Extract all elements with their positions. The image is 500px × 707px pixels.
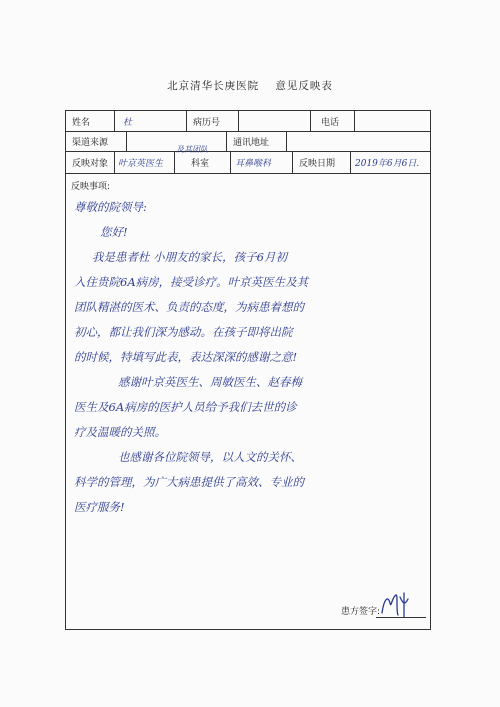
record-label: 病历号: [186, 111, 238, 131]
feedback-label: 反映事项:: [71, 182, 111, 192]
feedback-line: 我是患者杜 小朋友的家长，孩子6月初: [92, 250, 287, 264]
target-field[interactable]: [114, 152, 174, 173]
address-field[interactable]: [286, 132, 432, 151]
feedback-line: 入住贵院6A病房，接受诊疗。叶京英医生及其: [74, 275, 309, 289]
address-label: 通讯地址: [226, 132, 286, 151]
target-label: 反映对象: [72, 159, 109, 169]
date-label: 反映日期: [292, 152, 350, 173]
signature-label: 患方签字:: [340, 607, 380, 617]
feedback-line: 您好!: [100, 225, 128, 239]
target-value: 叶京英医生: [118, 159, 164, 169]
dept-label: 科室: [174, 152, 230, 173]
form-title: [0, 78, 500, 93]
date-value: 2019年6月6日.: [355, 159, 420, 169]
hospital-name: 北京清华长庚医院: [167, 80, 260, 92]
feedback-body[interactable]: [74, 195, 428, 520]
phone-field[interactable]: [354, 111, 432, 131]
form-title-text: 意见反映表: [275, 80, 333, 92]
feedback-line: 医疗服务!: [74, 500, 125, 514]
signature-mark[interactable]: [376, 589, 416, 619]
feedback-line: 感谢叶京英医生、周敏医生、赵春梅: [118, 375, 302, 389]
feedback-line: 科学的管理，为广大病患提供了高效、专业的: [74, 475, 304, 489]
dept-value: 耳鼻喉科: [235, 159, 272, 169]
feedback-line: 疗及温暖的关照。: [74, 425, 166, 439]
feedback-line: 团队精湛的医术、负责的态度，为病患着想的: [74, 300, 304, 314]
phone-label: 电话: [310, 111, 354, 131]
source-label: 渠道来源: [72, 138, 109, 148]
record-field[interactable]: [238, 111, 310, 131]
feedback-line: 医生及6A病房的医护人员给予我们去世的诊: [74, 400, 297, 414]
date-field[interactable]: [350, 152, 432, 173]
dept-field[interactable]: [230, 152, 292, 173]
row-source: [66, 132, 430, 152]
name-field[interactable]: [114, 111, 186, 131]
feedback-line: 也感谢各位院领导，以人文的关怀、: [118, 450, 302, 464]
name-value: 杜: [123, 117, 133, 128]
feedback-line: 的时候，特填写此表，表达深深的感谢之意!: [74, 350, 298, 364]
signature-line: [376, 617, 426, 618]
feedback-form: [65, 110, 431, 630]
row-name: [66, 111, 430, 132]
row-target: [66, 145, 430, 174]
feedback-line: 初心，都让我们深为感动。在孩子即将出院: [74, 325, 293, 339]
feedback-line: 尊敬的院领导:: [74, 200, 147, 214]
name-label: 姓名: [72, 117, 91, 128]
target-extra: 及其团队: [176, 145, 208, 154]
